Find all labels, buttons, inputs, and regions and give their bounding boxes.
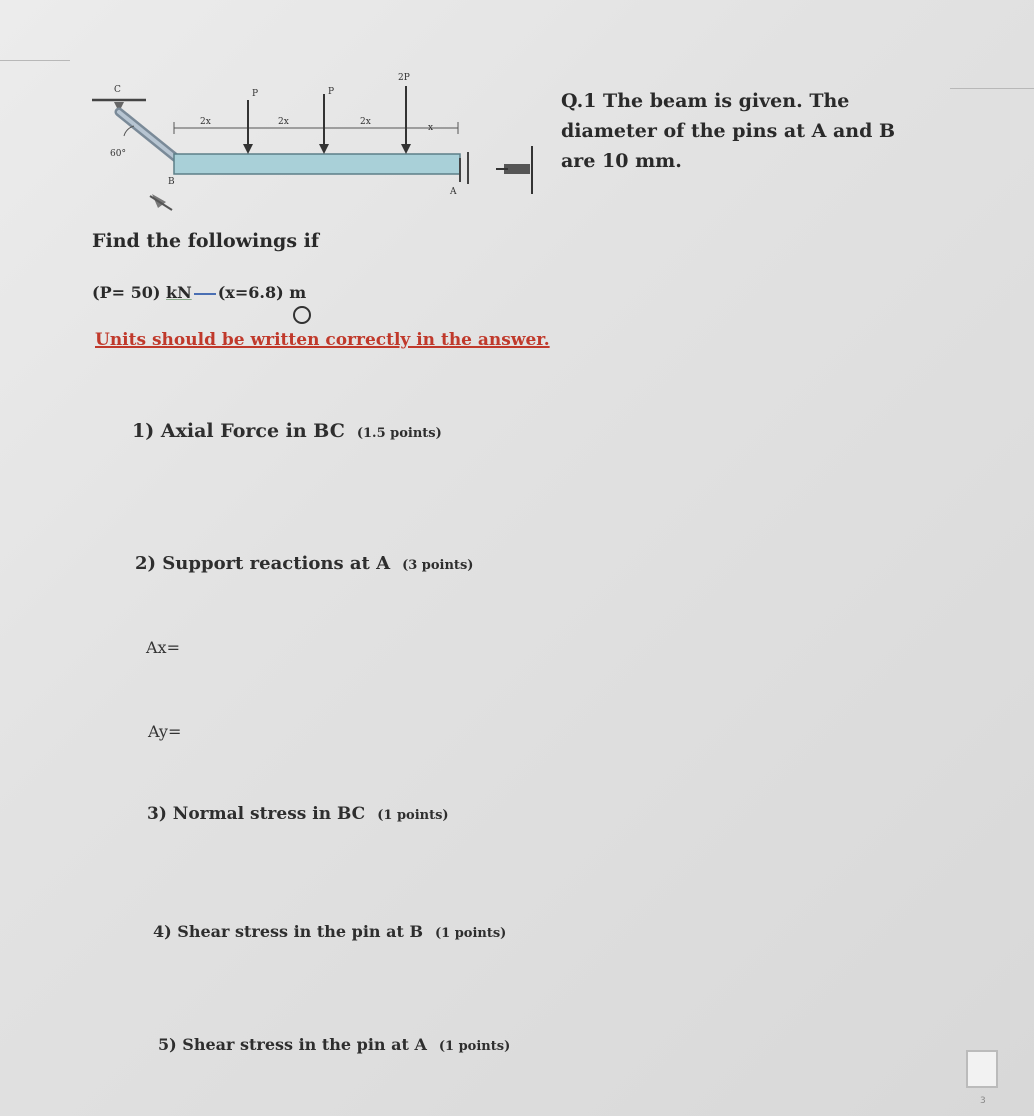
question-text: Q.1 The beam is given. The diameter of the pins at A and B are 10 mm.: [561, 90, 896, 172]
separator: [194, 293, 216, 295]
label-a: A: [450, 187, 457, 197]
dim-label: x: [428, 123, 434, 133]
ax-field: Ax=: [146, 638, 180, 657]
ay-field: Ay=: [148, 722, 182, 741]
units-note: Units should be written correctly in the answer.: [95, 330, 550, 350]
dim-label: 2x: [278, 117, 289, 127]
question-item-1: [132, 420, 442, 442]
load-label: P: [328, 87, 335, 97]
page-thumbnail[interactable]: [966, 1050, 998, 1088]
beam: [174, 154, 460, 174]
given-x-unit: m: [289, 283, 307, 302]
handwritten-circle: [293, 306, 311, 324]
load-label: 2P: [398, 73, 410, 83]
item-label: 3) Normal stress in BC: [147, 804, 366, 824]
given-p-unit: kN: [166, 283, 192, 302]
item-points: (1.5 points): [356, 426, 442, 441]
question-item-4: [153, 922, 506, 941]
label-b: B: [168, 177, 175, 187]
label-c: C: [114, 85, 121, 95]
divider-line: [950, 88, 1034, 89]
item-label: 4) Shear stress in the pin at B: [153, 922, 423, 941]
given-x: (x=6.8): [217, 283, 284, 302]
dim-label: 2x: [200, 117, 211, 127]
question-item-3: [147, 804, 449, 824]
find-heading: Find the followings if: [92, 230, 320, 252]
load-label: P: [252, 89, 259, 99]
item-label: 2) Support reactions at A: [135, 553, 391, 574]
item-points: (1 points): [438, 1039, 511, 1054]
beam-diagram: [88, 66, 558, 226]
item-points: (1 points): [434, 926, 507, 941]
item-points: (1 points): [377, 808, 449, 823]
question-item-5: [158, 1035, 510, 1054]
angle-label: 60°: [110, 149, 126, 159]
given-p: (P= 50): [92, 283, 161, 302]
item-points: (3 points): [402, 558, 474, 573]
item-label: 1) Axial Force in BC: [132, 420, 345, 442]
given-values: [92, 283, 306, 302]
divider-line: [0, 60, 70, 61]
question-item-2: [135, 553, 473, 574]
item-label: 5) Shear stress in the pin at A: [158, 1035, 427, 1054]
dim-label: 2x: [360, 117, 371, 127]
page-number: 3: [980, 1096, 986, 1106]
